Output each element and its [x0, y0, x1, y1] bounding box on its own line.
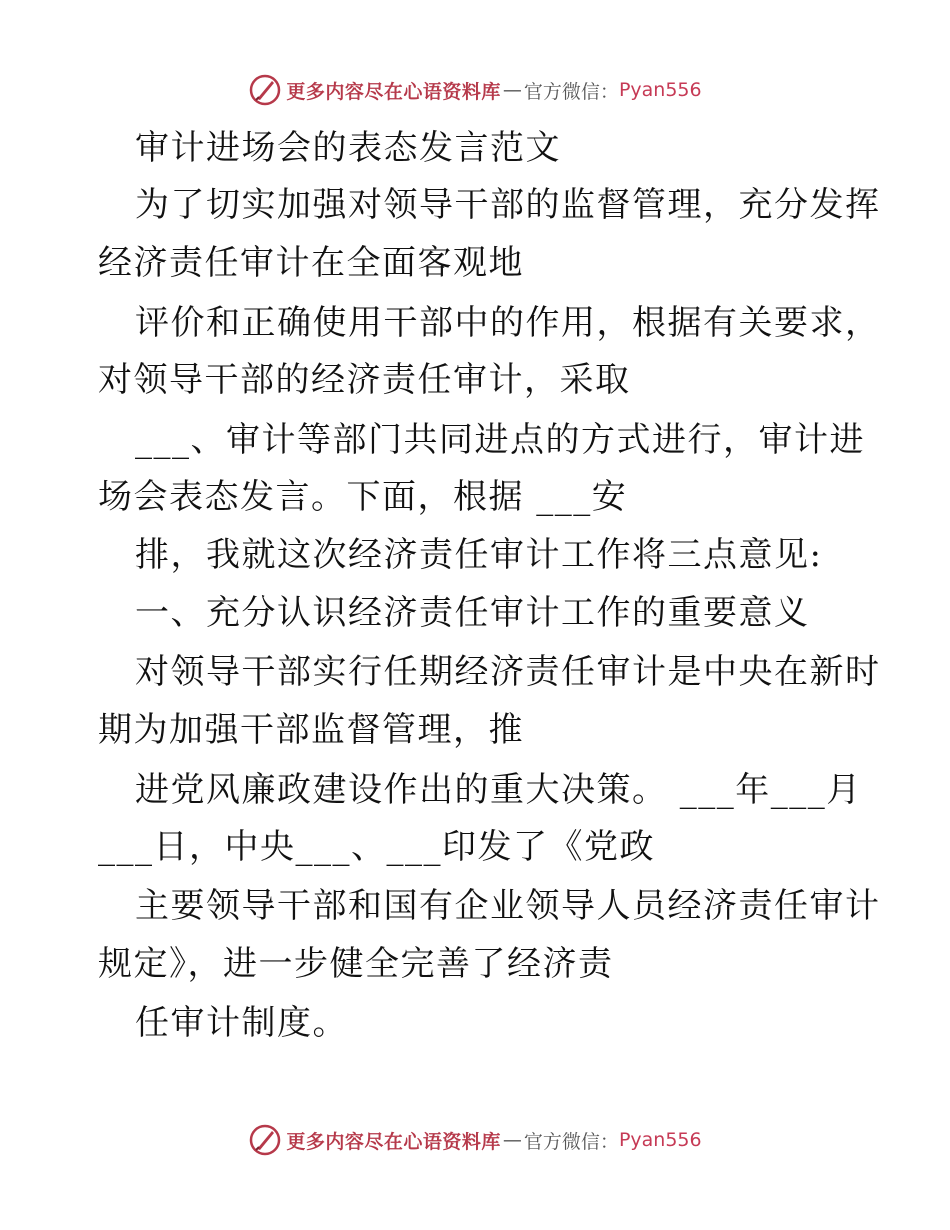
paragraph-line: 排，我就这次经济责任审计工作将三点意见:: [135, 535, 823, 575]
paragraph-line: 评价和正确使用干部中的作用，根据有关要求，: [135, 303, 881, 343]
paragraph-line: 期为加强干部监督管理，推: [98, 710, 524, 750]
banner-separator: —: [502, 79, 522, 101]
paragraph-line: 进党风廉政建设作出的重大决策。 ___年___月: [135, 770, 862, 810]
paragraph-line: 主要领导干部和国有企业领导人员经济责任审计: [135, 886, 881, 926]
paragraph-line: 为了切实加强对领导干部的监督管理，充分发挥: [135, 185, 881, 225]
paragraph-line: 对领导干部实行任期经济责任审计是中央在新时: [135, 652, 881, 692]
paragraph-line: 任审计制度。: [135, 1003, 348, 1043]
paragraph-line: 场会表态发言。下面，根据 ___安: [98, 477, 628, 517]
banner-wechat-id: Pyan556: [618, 1129, 702, 1151]
section-heading: 一、充分认识经济责任审计工作的重要意义: [135, 593, 810, 633]
paragraph-line: 规定》，进一步健全完善了经济责: [98, 944, 614, 984]
banner-separator: —: [502, 1129, 522, 1151]
paragraph-line: ___、审计等部门共同进点的方式进行，审计进: [135, 420, 865, 460]
document-title: 审计进场会的表态发言范文: [135, 128, 561, 168]
footer-watermark-banner: [0, 1120, 950, 1160]
paragraph-line: ___日，中央___、___印发了《党政: [98, 827, 655, 867]
paragraph-line: 经济责任审计在全面客观地: [98, 243, 524, 283]
paragraph-line: 对领导干部的经济责任审计，采取: [98, 360, 631, 400]
banner-official-label: 官方微信：: [523, 80, 619, 103]
banner-main-text: 更多内容尽在心语资料库: [286, 80, 501, 103]
banner-official-label: 官方微信：: [523, 1130, 619, 1153]
banner-main-text: 更多内容尽在心语资料库: [286, 1130, 501, 1153]
banner-wechat-id: Pyan556: [618, 79, 702, 101]
feather-pen-logo-icon: [248, 1123, 282, 1157]
